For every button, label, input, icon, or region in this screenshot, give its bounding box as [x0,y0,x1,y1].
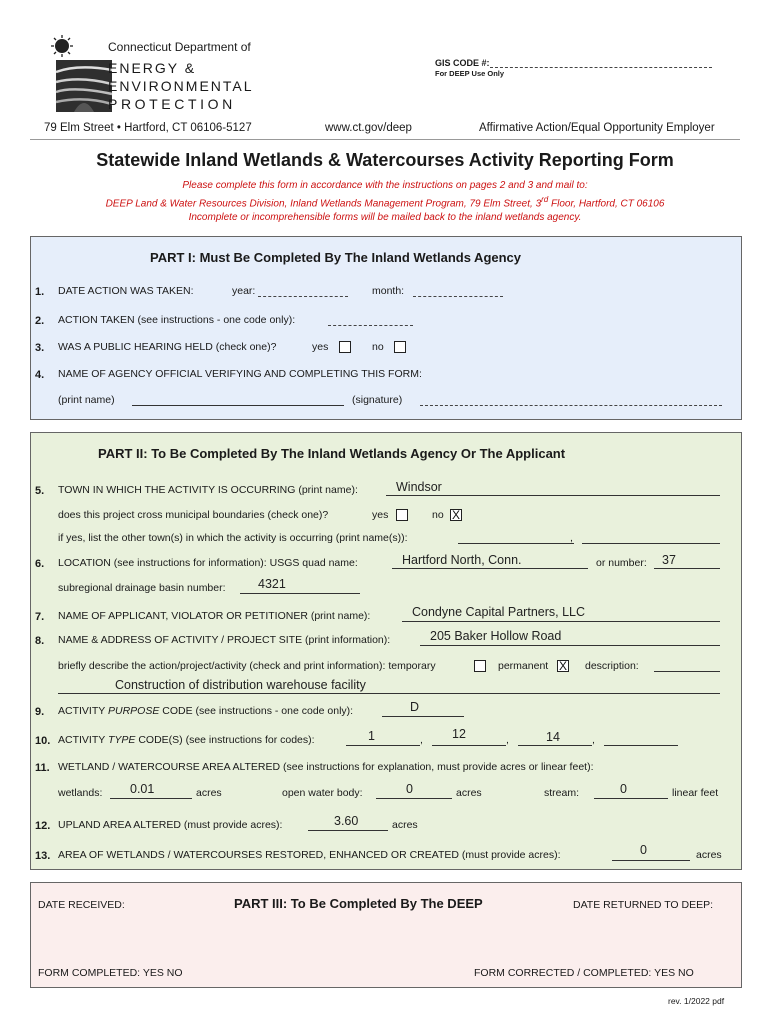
gis-code-label: GIS CODE #: [435,58,490,68]
q5-other-town-2[interactable] [582,543,720,544]
q10-value-2: 12 [452,727,466,741]
q7-label: NAME OF APPLICANT, VIOLATOR OR PETITIONER (print name): [58,610,371,622]
q8-value: 205 Baker Hollow Road [430,629,562,643]
q4-print-label: (print name) [58,394,115,406]
logo-line-1: ENERGY & [108,60,197,76]
q10-field-1[interactable] [346,745,420,746]
q13-field[interactable] [612,860,690,861]
q11-acres-label-1: acres [196,787,222,799]
q11-open-water-value: 0 [406,782,413,796]
q6-basin-field[interactable] [240,593,360,594]
q12-label: UPLAND AREA ALTERED (must provide acres): [58,819,283,831]
q5-cross-label: does this project cross municipal boundaries (check one)? [58,509,329,521]
revision-note: rev. 1/2022 pdf [668,996,725,1006]
q13-number: 13. [35,850,51,862]
q5-town-value: Windsor [396,480,442,494]
q6-quad-field[interactable] [392,568,588,569]
q4-label: NAME OF AGENCY OFFICIAL VERIFYING AND COMPLETING THIS FORM: [58,368,422,380]
q9-label: ACTIVITY PURPOSE CODE (see instructions - one code only): [58,705,354,717]
q8-label: NAME & ADDRESS OF ACTIVITY / PROJECT SITE (print information): [58,634,391,646]
employer-statement: Affirmative Action/Equal Opportunity Employer [479,122,715,134]
q6-basin-label: subregional drainage basin number: [58,582,226,594]
q8-temporary-checkbox[interactable] [474,660,486,672]
q10-comma-3: , [592,734,595,746]
q11-stream-value: 0 [620,782,627,796]
q4-signature-field[interactable] [420,405,722,406]
website-link[interactable]: www.ct.gov/deep [325,122,412,134]
q4-number: 4. [35,369,45,381]
q2-label: ACTION TAKEN (see instructions - one code only): [58,314,296,326]
q5-yes-checkbox[interactable] [396,509,408,521]
instructions-line-2: DEEP Land & Water Resources Division, Inland Wetlands Management Program, 79 Elm Street, 3rd Floor, Hartford, CT 06106 [105,195,665,210]
logo-line-3: PROTECTION [108,96,236,112]
q9-field[interactable] [382,716,464,717]
address: 79 Elm Street • Hartford, CT 06106-5127 [44,122,252,134]
q5-no-label: no [432,509,444,521]
q9-value: D [410,700,420,714]
q6-number-value: 37 [662,553,676,567]
q10-label: ACTIVITY TYPE CODE(S) (see instructions for codes): [58,734,315,746]
q7-number: 7. [35,611,45,623]
instructions-line-1: Please complete this form in accordance with the instructions on pages 2 and 3 and mail to: [182,180,588,191]
dept-line: Connecticut Department of [108,40,251,54]
q10-value-3: 14 [546,730,560,744]
q8-description-field-2[interactable] [58,693,720,694]
q4-signature-label: (signature) [352,394,403,406]
date-received-label: DATE RECEIVED: [38,899,125,911]
q6-or-number-label: or number: [596,557,647,569]
instructions-line-3: Incomplete or incomprehensible forms will be mailed back to the inland wetlands agency. [188,212,582,223]
q11-wetlands-field[interactable] [110,798,192,799]
q1-month-label: month: [372,285,405,297]
q11-stream-label: stream: [544,787,580,799]
form-completed-label: FORM COMPLETED: YES NO [38,967,183,979]
q5-list-comma: , [570,532,573,544]
q11-acres-label-2: acres [456,787,482,799]
q7-field[interactable] [402,621,720,622]
q11-open-water-field[interactable] [376,798,452,799]
part-2-title: PART II: To Be Completed By The Inland Wetlands Agency Or The Applicant [98,446,566,461]
q1-month-field[interactable] [413,296,503,297]
q3-number: 3. [35,342,45,354]
q3-label: WAS A PUBLIC HEARING HELD (check one)? [58,341,277,353]
q3-no-label: no [372,341,384,353]
q13-acres-label: acres [696,849,722,861]
q8-description-label: description: [585,660,639,672]
q10-comma-2: , [506,734,509,746]
q11-stream-field[interactable] [594,798,668,799]
form-corrected-label: FORM CORRECTED / COMPLETED: YES NO [474,967,694,979]
q4-print-field[interactable] [132,405,344,406]
q11-linear-feet-label: linear feet [672,787,719,799]
q10-value-1: 1 [368,729,375,743]
q8-description-value: Construction of distribution warehouse facility [115,678,366,692]
q11-wetlands-value: 0.01 [130,782,155,796]
q11-number: 11. [35,762,50,774]
q6-quad-value: Hartford North, Conn. [402,553,522,567]
part-2-section [30,432,742,870]
q11-wetlands-label: wetlands: [58,787,103,799]
q12-value: 3.60 [334,814,359,828]
q11-open-water-label: open water body: [282,787,363,799]
q3-no-checkbox[interactable] [394,341,406,353]
q1-number: 1. [35,286,45,298]
q5-no-check-mark: X [451,508,460,522]
q10-comma-1: , [420,734,423,746]
q8-description-field-1[interactable] [654,671,720,672]
header-divider [30,139,740,140]
date-returned-label: DATE RETURNED TO DEEP: [573,899,714,911]
q10-number: 10. [35,735,51,747]
q7-value: Condyne Capital Partners, LLC [412,605,586,619]
q13-value: 0 [640,843,647,857]
q2-field[interactable] [328,325,413,326]
q5-town-field[interactable] [386,495,720,496]
q5-yes-label: yes [372,509,389,521]
q5-label: TOWN IN WHICH THE ACTIVITY IS OCCURRING (print name): [58,484,358,496]
q9-number: 9. [35,706,45,718]
q3-yes-checkbox[interactable] [339,341,351,353]
q13-label: AREA OF WETLANDS / WATERCOURSES RESTORED, ENHANCED OR CREATED (must provide acres): [58,849,561,861]
gis-code-field[interactable] [490,67,712,68]
q6-number: 6. [35,558,45,570]
q1-year-label: year: [232,285,256,297]
q5-list-label: if yes, list the other town(s) in which the activity is occurring (print name(s)): [58,532,408,544]
q12-acres-label: acres [392,819,418,831]
q6-basin-value: 4321 [258,577,286,591]
q8-describe-label: briefly describe the action/project/activity (check and print information): temporary [58,660,436,672]
q6-label: LOCATION (see instructions for information): USGS quad name: [58,557,358,569]
part-3-title: PART III: To Be Completed By The DEEP [234,896,483,911]
q8-permanent-check-mark: X [558,659,567,673]
q8-field[interactable] [420,645,720,646]
q2-number: 2. [35,315,45,327]
form-title: Statewide Inland Wetlands & Watercourses Activity Reporting Form [96,150,674,170]
q5-number: 5. [35,485,45,497]
q11-label: WETLAND / WATERCOURSE AREA ALTERED (see instructions for explanation, must provide acres or linear feet): [58,761,594,773]
part-1-title: PART I: Must Be Completed By The Inland Wetlands Agency [150,250,522,265]
gis-note: For DEEP Use Only [435,69,505,78]
q10-field-2[interactable] [432,745,506,746]
q5-other-town-1[interactable] [458,543,574,544]
q10-field-3[interactable] [518,745,592,746]
q1-year-field[interactable] [258,296,348,297]
q12-number: 12. [35,820,51,832]
q10-field-4[interactable] [604,745,678,746]
q1-label: DATE ACTION WAS TAKEN: [58,285,194,297]
q8-number: 8. [35,635,45,647]
q3-yes-label: yes [312,341,329,353]
q8-permanent-label: permanent [498,660,549,672]
logo-line-2: ENVIRONMENTAL [108,78,254,94]
q12-field[interactable] [308,830,388,831]
logo-graphic [44,34,114,116]
q6-number-field[interactable] [654,568,720,569]
